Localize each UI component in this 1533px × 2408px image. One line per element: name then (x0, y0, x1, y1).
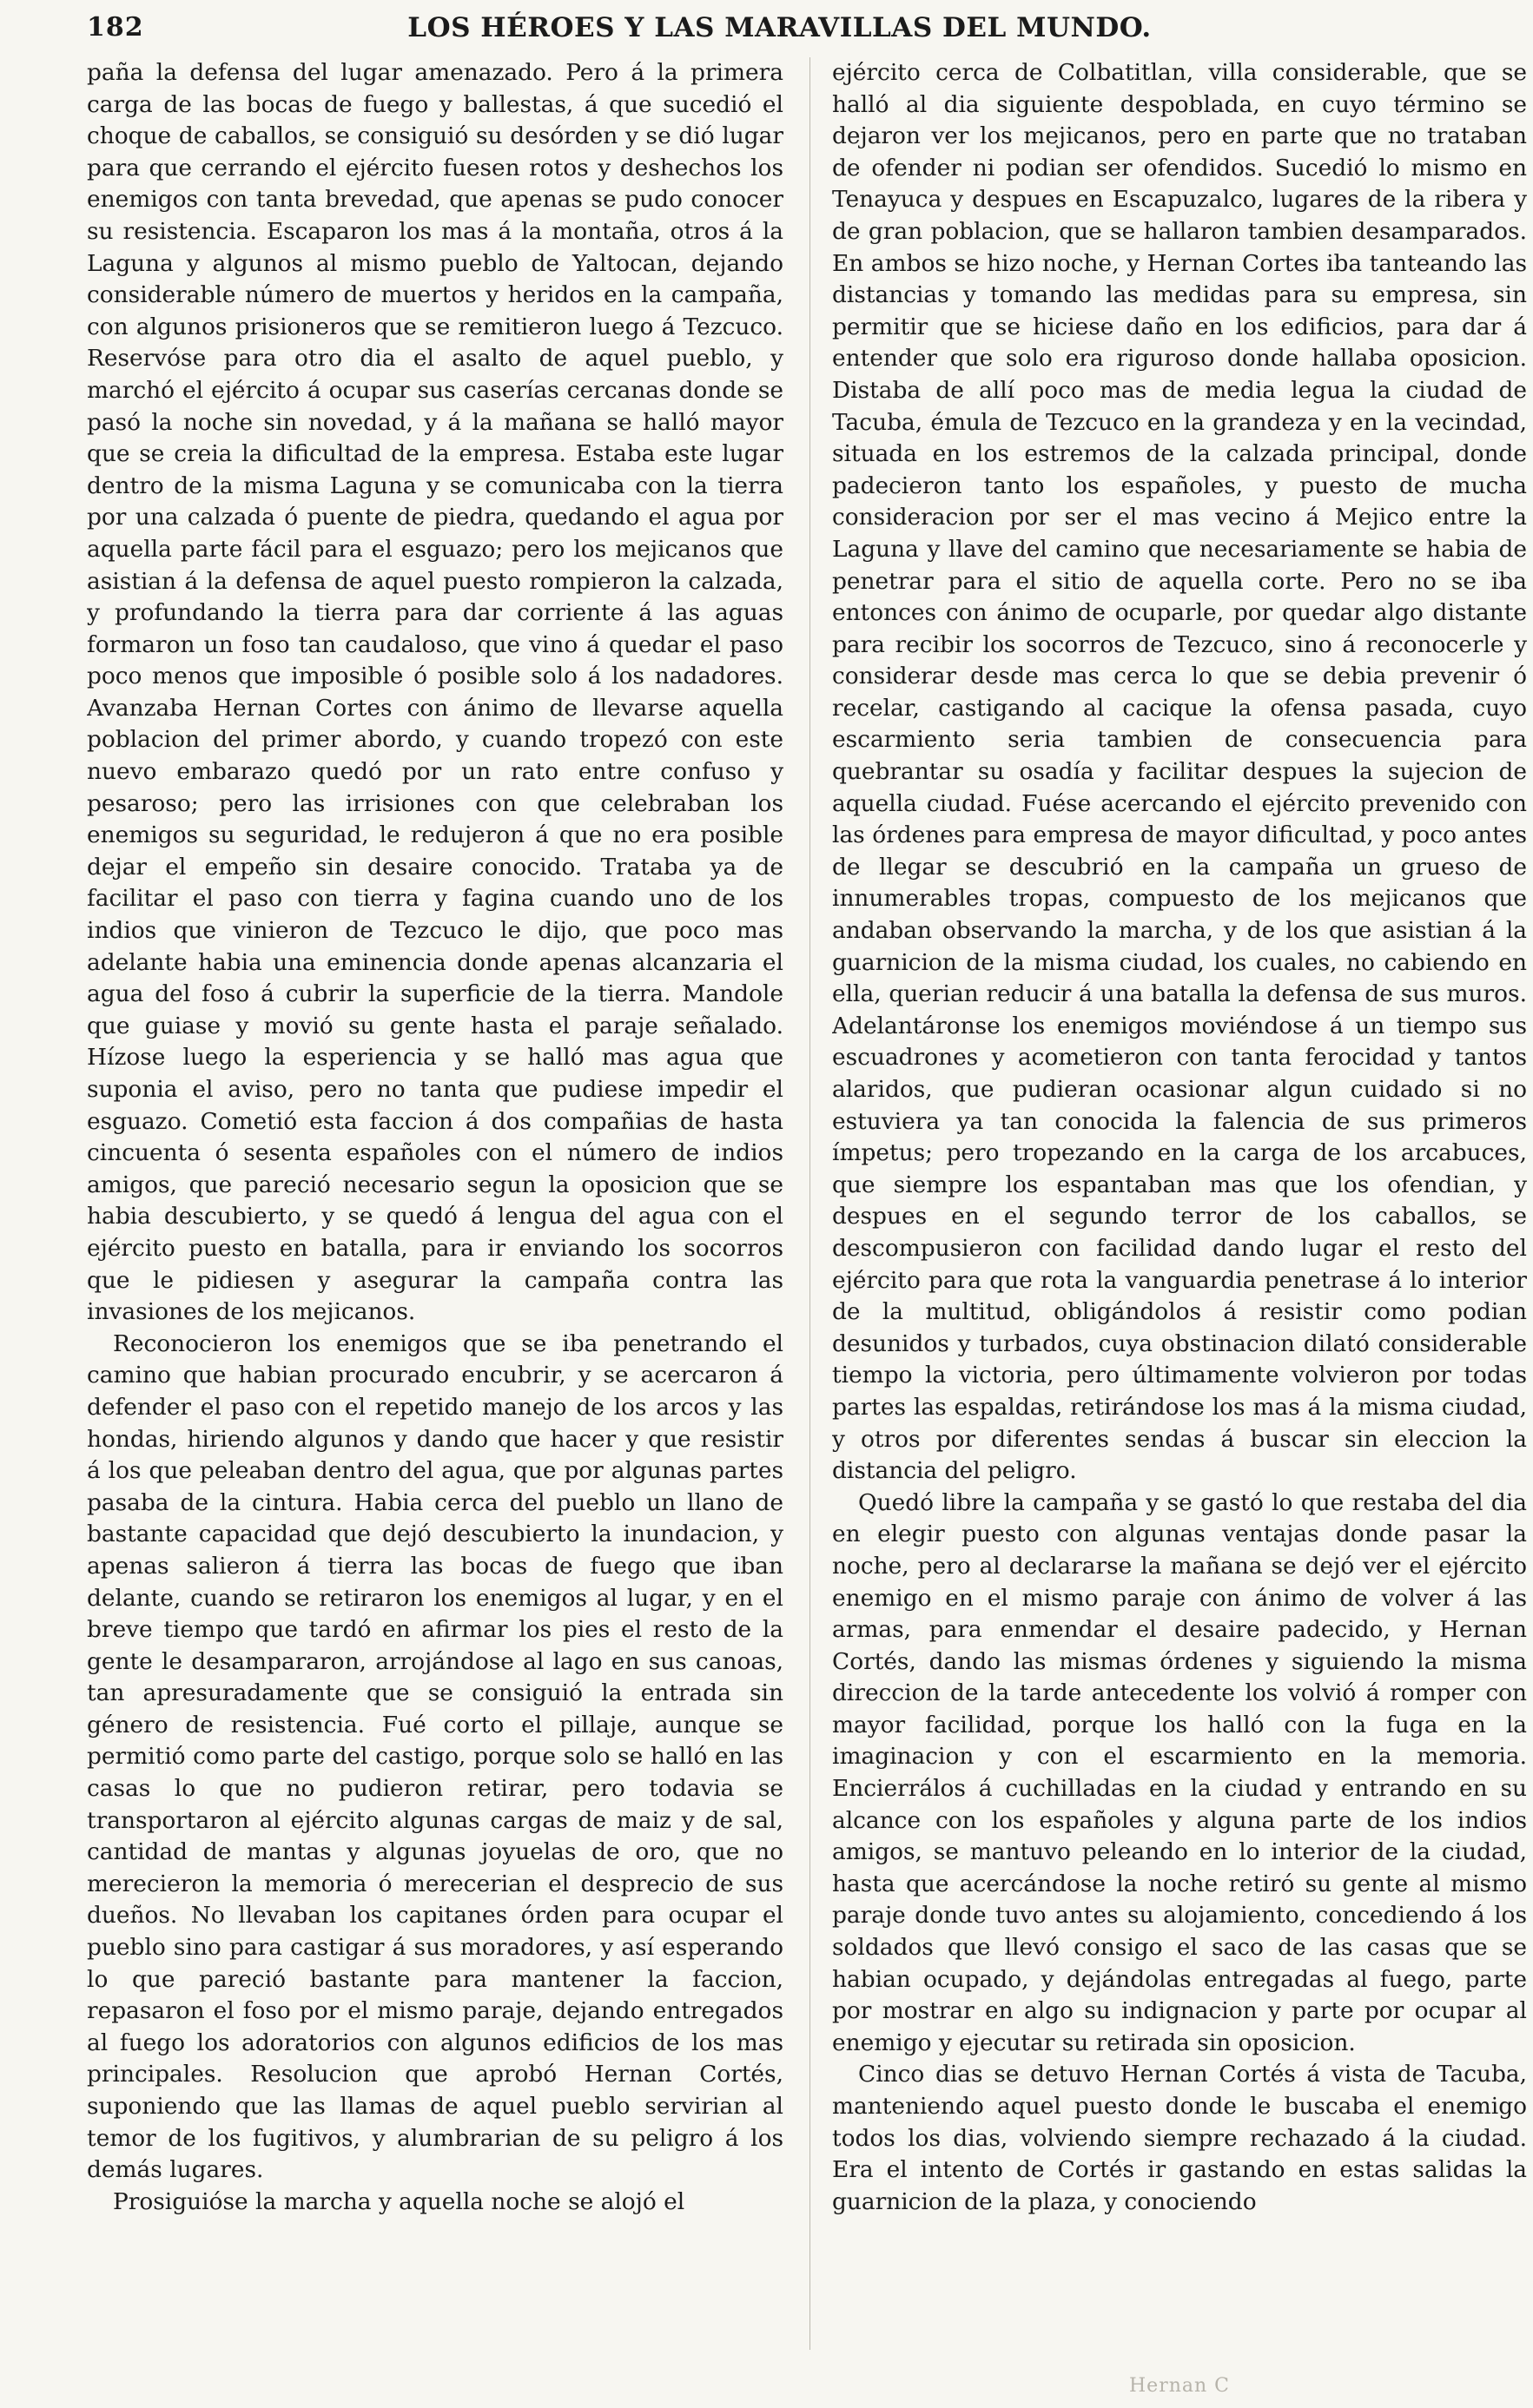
page-header (87, 12, 1472, 50)
right-column (832, 57, 1527, 2367)
page-number: 182 (87, 12, 144, 43)
column-divider (809, 57, 810, 2350)
right-paragraph-2: Quedó libre la campaña y se gastó lo que restaba del dia en elegir puesto con algunas ventajas donde pasar la noche, pero al declararse la mañana se dejó ver el ejército enemigo en el mismo paraje con ánimo de volver á las armas, para enmendar el desaire padecido, y Hernan Cortés, dando las mismas órdenes y siguiendo la misma direccion de la tarde antecedente los volvió á romper con mayor facilidad, porque los halló con la fuga en la imaginacion y con el escarmiento en la memoria. Encierrálos á cuchilladas en la ciudad y entrando en su alcance con los españoles y alguna parte de los indios amigos, se mantuvo peleando en lo interior de la ciudad, hasta que acercándose la noche retiró su gente al mismo paraje donde tuvo antes su alojamiento, concediendo á los soldados que llevó consigo el saco de las casas que se habian ocupado, y dejándolas entregadas al fuego, parte por mostrar en algo su indignacion y parte por ocupar al enemigo y ejecutar su retirada sin oposicion. (832, 1488, 1527, 2056)
right-paragraph-3: Cinco dias se detuvo Hernan Cortés á vista de Tacuba, manteniendo aquel puesto donde le buscaba el enemigo todos los dias, volviendo siempre rechazado á la ciudad. Era el intento de Cortés ir gastando en estas salidas la guarnicion de la plaza, y conociendo (832, 2061, 1527, 2215)
running-title: LOS HÉROES Y LAS MARAVILLAS DEL MUNDO. (407, 12, 1152, 43)
bleed-through-text: Hernan C (1129, 2375, 1231, 2397)
right-paragraph-1: ejército cerca de Colbatitlan, villa considerable, que se halló al dia siguiente despoblada, en cuyo término se dejaron ver los mejicanos, pero en parte que no trataban de ofender ni podian ser ofendidos. Sucedió lo mismo en Tenayuca y despues en Escapuzalco, lugares de la ribera y de gran poblacion, que se hallaron tambien desamparados. En ambos se hizo noche, y Hernan Cortes iba tanteando las distancias y tomando las medidas para su empresa, sin permitir que se hiciese daño en los edificios, para dar á entender que solo era riguroso donde hallaba oposicion. Distaba de allí poco mas de media legua la ciudad de Tacuba, émula de Tezcuco en la grandeza y en la vecindad, situada en los estremos de la calzada principal, donde padecieron tanto los españoles, y puesto de mucha consideracion por ser el mas vecino á Mejico entre la Laguna y llave del camino que necesariamente se habia de penetrar para el sitio de aquella corte. Pero no se iba entonces con ánimo de ocuparle, por quedar algo distante para recibir los socorros de Tezcuco, sino á reconocerle y considerar desde mas cerca lo que se debia prevenir ó recelar, castigando al cacique la ofensa pasada, cuyo escarmiento seria tambien de consecuencia para quebrantar su osadía y facilitar despues la sujecion de aquella ciudad. Fuése acercando el ejército prevenido con las órdenes para empresa de mayor dificultad, y poco antes de llegar se descubrió en la campaña un grueso de innumerables tropas, compuesto de los mejicanos que andaban observando la marcha, y de los que asistian á la guarnicion de la misma ciudad, los cuales, no cabiendo en ella, querian reducir á una batalla la defensa de sus muros. Adelantáronse los enemigos moviéndose á un tiempo sus escuadrones y acometieron con tanta ferocidad y tantos alaridos, que pudieran ocasionar algun cuidado si no estuviera ya tan conocida la falencia de sus primeros ímpetus; pero tropezando en la carga de los arcabuces, que siempre los espantaban mas que los ofendian, y despues en el segundo terror de los caballos, se descompusieron con facilidad dando lugar el resto del ejército para que rota la vanguardia penetrase á lo interior de la multitud, obligándolos á resistir como podian desunidos y turbados, cuya obstinacion dilató considerable tiempo la victoria, pero últimamente volvieron por todas partes las espaldas, retirándose los mas á la misma ciudad, y otros por diferentes sendas á buscar sin eleccion la distancia del peligro. (832, 59, 1527, 1485)
left-paragraph-3: Prosiguióse la marcha y aquella noche se alojó el (113, 2187, 685, 2215)
left-paragraph-2: Reconocieron los enemigos que se iba penetrando el camino que habian procurado encubrir, y se acercaron á defender el paso con el repetido manejo de los arcos y las hondas, hiriendo algunos y dando que hacer y que resistir á los que peleaban dentro del agua, que por algunas partes pasaba de la cintura. Habia cerca del pueblo un llano de bastante capacidad que dejó descubierto la inundacion, y apenas salieron á tierra las bocas de fuego que iban delante, cuando se retiraron los enemigos al lugar, y en el breve tiempo que tardó en afirmar los pies el resto de la gente le desampararon, arrojándose al lago en sus canoas, tan apresuradamente que se consiguió la entrada sin género de resistencia. Fué corto el pillaje, aunque se permitió como parte del castigo, porque solo se halló en las casas lo que no pudieron retirar, pero todavia se transportaron al ejército algunas cargas de maiz y de sal, cantidad de mantas y algunas joyuelas de oro, que no merecieron la memoria ó merecerian el desprecio de sus dueños. No llevaban los capitanes órden para ocupar el pueblo sino para castigar á sus moradores, y así esperando lo que pareció bastante para mantener la faccion, repasaron el foso por el mismo paraje, dejando entregados al fuego los adoratorios con algunos edificios de los mas principales. Resolucion que aprobó Hernan Cortés, suponiendo que las llamas de aquel pueblo servirian al temor de los fugitivos, y alumbrarian de su peligro á los demás lugares. (87, 1329, 783, 2184)
left-column (87, 57, 783, 2367)
left-paragraph-1: paña la defensa del lugar amenazado. Pero á la primera carga de las bocas de fuego y ballestas, á que sucedió el choque de caballos, se consiguió su desórden y se dió lugar para que cerrando el ejército fuesen rotos y deshechos los enemigos con tanta brevedad, que apenas se pudo conocer su resistencia. Escaparon los mas á la montaña, otros á la Laguna y algunos al mismo pueblo de Yaltocan, dejando considerable número de muertos y heridos en la campaña, con algunos prisioneros que se remitieron luego á Tezcuco. Reservóse para otro dia el asalto de aquel pueblo, y marchó el ejército á ocupar sus caserías cercanas donde se pasó la noche sin novedad, y á la mañana se halló mayor que se creia la dificultad de la empresa. Estaba este lugar dentro de la misma Laguna y se comunicaba con la tierra por una calzada ó puente de piedra, quedando el agua por aquella parte fácil para el esguazo; pero los mejicanos que asistian á la defensa de aquel puesto rompieron la calzada, y profundando la tierra para dar corriente á las aguas formaron un foso tan caudaloso, que vino á quedar el paso poco menos que imposible ó posible solo á los nadadores. Avanzaba Hernan Cortes con ánimo de llevarse aquella poblacion del primer abordo, y cuando tropezó con este nuevo embarazo quedó por un rato entre confuso y pesaroso; pero las irrisiones con que celebraban los enemigos su seguridad, le redujeron á que no era posible dejar el empeño sin desaire conocido. Trataba ya de facilitar el paso con tierra y fagina cuando uno de los indios que vinieron de Tezcuco le dijo, que poco mas adelante habia una eminencia donde apenas alcanzaria el agua del foso á cubrir la superficie de la tierra. Mandole que guiase y movió su gente hasta el paraje señalado. Hízose luego la esperiencia y se halló mas agua que suponia el aviso, pero no tanta que pudiese impedir el esguazo. Cometió esta faccion á dos compañias de hasta cincuenta ó sesenta españoles con el número de indios amigos, que pareció necesario segun la oposicion que se habia descubierto, y se quedó á lengua del agua con el ejército puesto en batalla, para ir enviando los socorros que le pidiesen y asegurar la campaña contra las invasiones de los mejicanos. (87, 59, 783, 1326)
